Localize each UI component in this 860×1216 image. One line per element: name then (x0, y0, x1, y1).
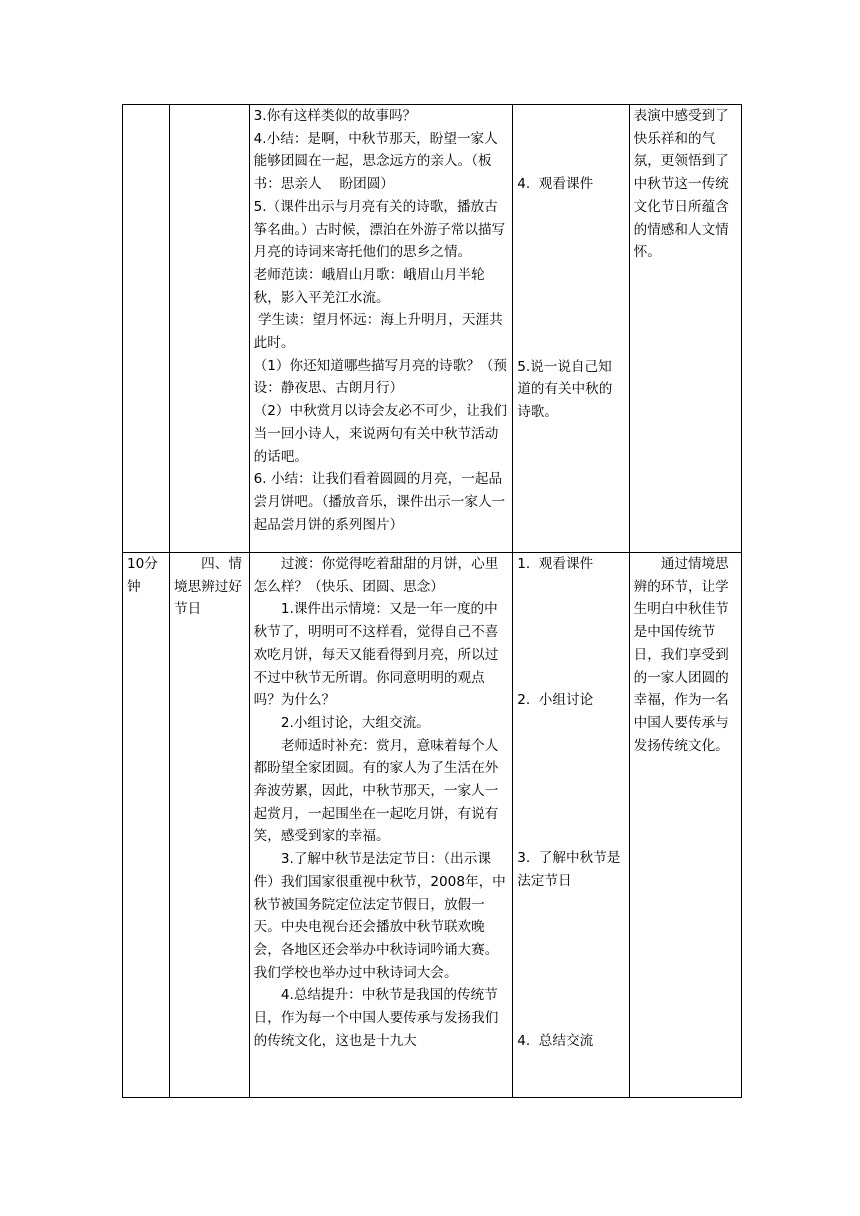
stage-text: 四、情境思辨过好节日 (173, 556, 242, 618)
design-intent-cell (629, 553, 741, 1098)
teacher-activity-cell (249, 105, 513, 553)
teacher-line: 1.课件出示情境：又是一年一度的中秋节了，明明可不这样看，觉得自己不喜欢吃月饼，每天又能看得到月亮，所以过不过中秋节无所谓。你同意明明的观点吗？为什么？ (253, 601, 499, 709)
teacher-line: 3.了解中秋节是法定节日：（出示课件）我们国家很重视中秋节，2008年，中秋节被国务院定位法定节假日，放假一天。中央电视台还会播放中秋节联欢晚会，各地区还会举办中秋诗词吟诵大赛。我们学校也举办过中秋诗词大会。 (253, 851, 506, 981)
teacher-line: 学生读：望月怀远：海上升明月，天涯共此时。 (253, 312, 503, 352)
teacher-line: 2.小组讨论，大组交流。 (280, 714, 430, 731)
table-row (123, 553, 742, 1098)
student-item: 2. 小组讨论 (517, 691, 594, 708)
intent-text: 表演中感受到了快乐祥和的气氛，更领悟到了中秋节这一传统文化节日所蕴含的情感和人文情怀。 (633, 108, 729, 261)
time-cell (123, 553, 170, 1098)
teacher-line: 4.小结：是啊，中秋节那天，盼望一家人能够团圆在一起，思念远方的亲人。（板书：思亲人 盼团圆） (253, 130, 498, 193)
stage-cell (169, 553, 249, 1098)
teacher-line: 老师适时补充：赏月，意味着每个人都盼望全家团圆。有的家人为了生活在外奔波劳累，因此，中秋节那天，一家人一起赏月，一起围坐在一起吃月饼，有说有笑，感受到家的幸福。 (253, 737, 499, 845)
intent-text: 通过情境思辨的环节，让学生明白中秋佳节是中国传统节日，我们享受到的一家人团圆的幸福，作为一名中国人要传承与发扬传统文化。 (633, 556, 729, 754)
teacher-line: 3.你有这样类似的故事吗？ (253, 108, 417, 124)
teacher-line: 过渡：你觉得吃着甜甜的月饼，心里怎么样？（快乐、团圆、思念） (253, 556, 499, 595)
student-item: 5.说一说自己知道的有关中秋的诗歌。 (517, 358, 613, 421)
stage-cell (169, 105, 249, 553)
teacher-line: 6. 小结：让我们看着圆圆的月亮，一起品尝月饼吧。（播放音乐，课件出示一家人一起品尝月饼的系列图片） (253, 471, 506, 533)
teacher-activity-cell (249, 553, 513, 1098)
teacher-line: （2）中秋赏月以诗会友必不可少，让我们当一回小诗人，来说两句有关中秋节活动的话吧。 (253, 403, 507, 465)
teacher-line: （1）你还知道哪些描写月亮的诗歌？（预设：静夜思、古朗月行） (253, 357, 507, 397)
student-activity-cell (513, 553, 629, 1098)
lesson-plan-table (122, 104, 742, 1098)
design-intent-cell (629, 105, 741, 553)
time-cell (123, 105, 170, 553)
student-item: 4. 总结交流 (517, 1032, 594, 1049)
table-row (123, 105, 742, 553)
student-item: 1. 观看课件 (517, 556, 594, 572)
teacher-line: 4.总结提升：中秋节是我国的传统节日，作为每一个中国人要传承与发扬我们的传统文化，这也是十九大 (253, 987, 499, 1049)
teacher-line: 老师范读：峨眉山月歌：峨眉山月半轮秋，影入平羌江水流。 (253, 266, 485, 306)
teacher-line: 5.（课件出示与月亮有关的诗歌，播放古筝名曲。）古时候，漂泊在外游子常以描写月亮的诗词来寄托他们的思乡之情。 (253, 198, 506, 261)
student-item: 4. 观看课件 (517, 176, 594, 192)
time-text: 10分钟 (127, 556, 158, 595)
student-item: 3. 了解中秋节是法定节日 (517, 850, 621, 890)
student-activity-cell (513, 105, 629, 553)
